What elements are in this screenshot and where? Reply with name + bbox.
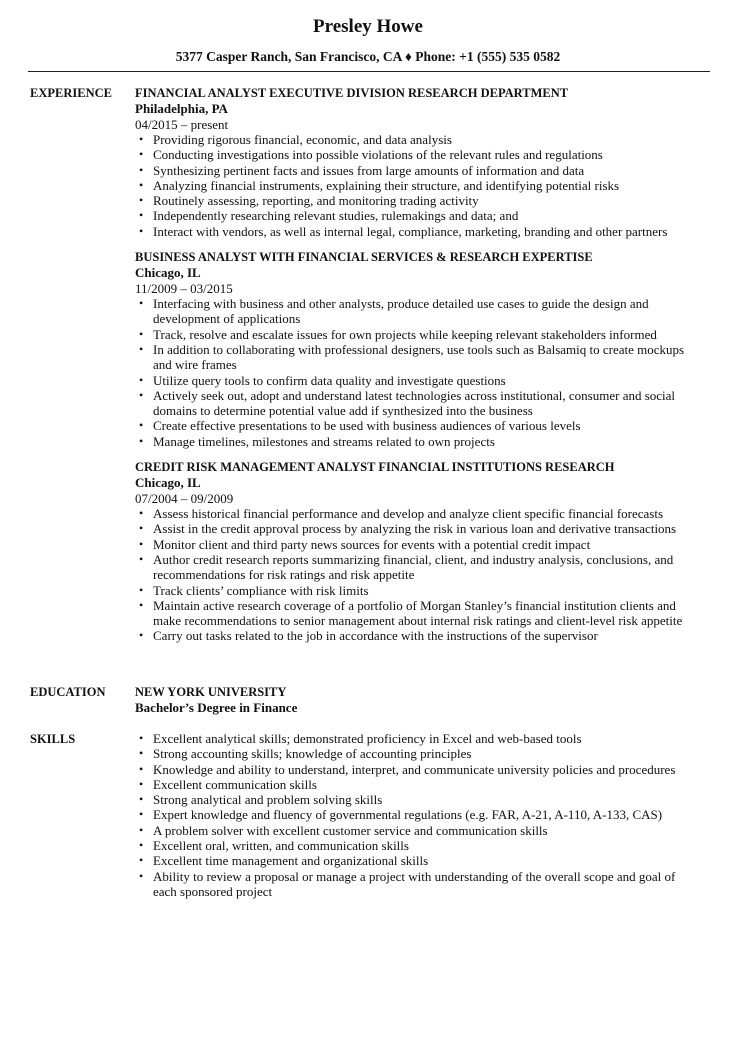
list-item: • In addition to collaborating with professional designers, use tools such as Balsamiq to create mockups and wire frames — [139, 341, 685, 373]
bullet-icon: • — [139, 551, 144, 566]
bullet-icon: • — [139, 132, 144, 146]
school-name: NEW YORK UNIVERSITY — [135, 685, 287, 699]
bullet-icon: • — [139, 536, 144, 551]
bullet-icon: • — [139, 223, 144, 238]
bullet-icon: • — [139, 341, 144, 356]
list-item: • Author credit research reports summarizing financial, client, and industry analysis, conclusions, and recommendations for risk ratings and risk appetite — [139, 551, 674, 583]
list-item: • Assess historical financial performance and develop and analyze client specific financial forecasts — [139, 506, 664, 522]
bullet-icon: • — [139, 761, 144, 776]
list-item: • Excellent oral, written, and communication skills — [139, 838, 409, 854]
job-location: Chicago, IL — [135, 265, 201, 281]
list-item: • Actively seek out, adopt and understand latest technologies across institutional, consumer and social domains to determine potential value add if synthesized into the business — [139, 387, 676, 419]
bullet-icon: • — [139, 208, 144, 223]
degree-name: Bachelor’s Degree in Finance — [135, 700, 298, 715]
list-item: • Excellent communication skills — [139, 776, 317, 792]
list-item: • Monitor client and third party news sources for events with a potential credit impact — [139, 536, 591, 552]
candidate-name: Presley Howe — [313, 16, 423, 37]
experience-body — [135, 85, 700, 654]
bullet-icon: • — [139, 807, 144, 822]
bullet-icon: • — [139, 868, 144, 883]
list-item: • Conducting investigations into possible violations of the relevant rules and regulations — [139, 147, 603, 163]
list-item: • Excellent time management and organizational skills — [139, 853, 429, 869]
list-item: • Ability to review a proposal or manage a project with understanding of the overall scope and goal of each sponsored project — [139, 868, 676, 899]
job-dates: 11/2009 – 03/2015 — [135, 281, 233, 297]
education-body — [135, 684, 700, 716]
job-bullets — [135, 132, 700, 239]
bullet-icon: • — [139, 147, 144, 162]
list-item: • Assist in the credit approval process by analyzing the risk in various loan and derivative transactions — [139, 521, 677, 537]
skills-body — [135, 731, 700, 899]
list-item: • Track, resolve and escalate issues for own projects while keeping relevant stakeholders informed — [139, 326, 657, 342]
list-item: • Strong analytical and problem solving skills — [139, 792, 383, 808]
job-bullets — [135, 506, 700, 644]
list-item: • Interfacing with business and other analysts, produce detailed use cases to guide the design and development of applications — [139, 296, 649, 327]
bullet-icon: • — [139, 628, 144, 643]
bullet-icon: • — [139, 296, 144, 311]
job-location: Chicago, IL — [135, 475, 201, 491]
bullet-icon: • — [139, 838, 144, 853]
job-entry — [135, 85, 700, 239]
bullet-icon: • — [139, 387, 144, 402]
list-item: • Expert knowledge and fluency of governmental regulations (e.g. FAR, A-21, A-110, A-133, CAS) — [139, 807, 663, 823]
job-title: BUSINESS ANALYST WITH FINANCIAL SERVICES & RESEARCH EXPERTISE — [135, 250, 593, 265]
bullet-icon: • — [139, 582, 144, 597]
bullet-icon: • — [139, 326, 144, 341]
experience-heading: EXPERIENCE — [30, 86, 112, 100]
bullet-icon: • — [139, 177, 144, 192]
job-entry — [135, 459, 700, 644]
job-title: FINANCIAL ANALYST EXECUTIVE DIVISION RESEARCH DEPARTMENT — [135, 86, 569, 100]
bullet-icon: • — [139, 372, 144, 387]
bullet-icon: • — [139, 433, 144, 448]
list-item: • Knowledge and ability to understand, interpret, and communicate university policies and procedures — [139, 761, 676, 777]
bullet-icon: • — [139, 776, 144, 791]
job-location: Philadelphia, PA — [135, 101, 228, 116]
list-item: • Analyzing financial instruments, explaining their structure, and identifying potential risks — [139, 177, 620, 193]
header-divider — [28, 71, 710, 72]
list-item: • Strong accounting skills; knowledge of accounting principles — [139, 746, 472, 762]
list-item: • Interact with vendors, as well as internal legal, compliance, marketing, branding and other partners — [139, 223, 668, 239]
job-entry — [135, 249, 700, 449]
bullet-icon: • — [139, 731, 144, 745]
list-item: • Providing rigorous financial, economic, and data analysis — [139, 132, 452, 147]
list-item: • Create effective presentations to be used with business audiences of various levels — [139, 418, 581, 434]
list-item: • Excellent analytical skills; demonstrated proficiency in Excel and web-based tools — [139, 731, 582, 746]
bullet-icon: • — [139, 822, 144, 837]
bullet-icon: • — [139, 746, 144, 761]
bullet-icon: • — [139, 521, 144, 536]
bullet-icon: • — [139, 853, 144, 868]
skills-list — [135, 731, 700, 899]
job-bullets — [135, 296, 700, 449]
list-item: • Maintain active research coverage of a portfolio of Morgan Stanley’s financial institution clients and make recommendations to senior management about internal risk ratings and client-level risk appetite — [139, 597, 683, 629]
bullet-icon: • — [139, 162, 144, 177]
list-item: • Utilize query tools to confirm data quality and investigate questions — [139, 372, 506, 388]
job-dates: 07/2004 – 09/2009 — [135, 491, 234, 507]
bullet-icon: • — [139, 597, 144, 612]
skills-heading: SKILLS — [30, 732, 76, 746]
bullet-icon: • — [139, 418, 144, 433]
job-title: CREDIT RISK MANAGEMENT ANALYST FINANCIAL INSTITUTIONS RESEARCH — [135, 460, 615, 475]
bullet-icon: • — [139, 506, 144, 521]
list-item: • A problem solver with excellent customer service and communication skills — [139, 822, 548, 838]
contact-line: 5377 Casper Ranch, San Francisco, CA ♦ Phone: +1 (555) 535 0582 — [175, 49, 561, 64]
bullet-icon: • — [139, 193, 144, 208]
list-item: • Synthesizing pertinent facts and issues from large amounts of information and data — [139, 162, 585, 178]
job-dates: 04/2015 – present — [135, 117, 229, 132]
list-item: • Routinely assessing, reporting, and monitoring trading activity — [139, 193, 479, 209]
education-heading: EDUCATION — [30, 685, 106, 699]
list-item: • Independently researching relevant studies, rulemakings and data; and — [139, 208, 519, 224]
list-item: • Track clients’ compliance with risk limits — [139, 582, 369, 598]
list-item: • Manage timelines, milestones and streams related to own projects — [139, 433, 495, 449]
bullet-icon: • — [139, 792, 144, 807]
list-item: • Carry out tasks related to the job in accordance with the instructions of the supervisor — [139, 628, 598, 644]
